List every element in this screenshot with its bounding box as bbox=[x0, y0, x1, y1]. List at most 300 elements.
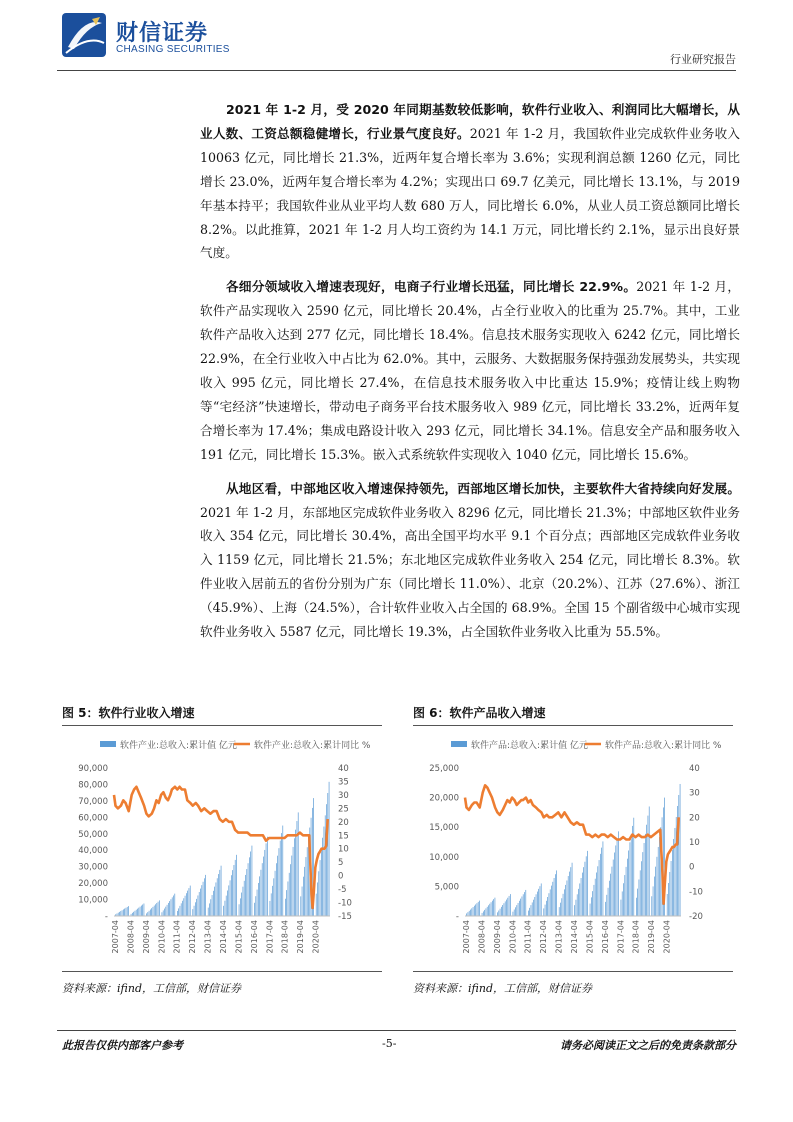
x-axis-tick-label: 2015-04 bbox=[234, 920, 244, 954]
revenue-bar bbox=[232, 870, 233, 916]
revenue-bar bbox=[208, 908, 209, 916]
left-axis-tick-label: - bbox=[455, 912, 459, 922]
revenue-bar bbox=[614, 853, 615, 916]
revenue-bar bbox=[644, 843, 645, 916]
x-axis-tick-label: 2018-04 bbox=[631, 920, 641, 954]
revenue-bar bbox=[543, 908, 544, 916]
legend-bar-label: 软件产业:总收入:累计值 亿元 bbox=[120, 741, 237, 751]
revenue-bar bbox=[261, 870, 262, 916]
revenue-bar bbox=[177, 911, 178, 916]
left-axis-tick-label: - bbox=[104, 912, 108, 922]
revenue-bar bbox=[168, 903, 169, 916]
figure-5-title: 图 5：软件行业收入增速 bbox=[62, 706, 195, 720]
left-axis-tick-label: 20,000 bbox=[429, 793, 459, 804]
revenue-bar bbox=[289, 873, 290, 916]
revenue-bar bbox=[252, 846, 253, 916]
revenue-bar bbox=[636, 898, 637, 916]
left-axis-tick-label: 15,000 bbox=[429, 823, 459, 834]
revenue-bar bbox=[559, 907, 560, 916]
revenue-bar bbox=[171, 899, 172, 916]
revenue-bar bbox=[195, 902, 196, 916]
x-axis-tick-label: 2009-04 bbox=[492, 920, 502, 954]
revenue-bar bbox=[605, 902, 606, 916]
x-axis-tick-label: 2010-04 bbox=[508, 920, 518, 954]
revenue-bar bbox=[565, 885, 566, 916]
logo-name-cn: 财信证券 bbox=[116, 21, 209, 46]
revenue-bar bbox=[658, 847, 659, 916]
revenue-bar bbox=[294, 838, 295, 916]
revenue-bar bbox=[672, 850, 673, 916]
revenue-bar bbox=[258, 883, 259, 916]
revenue-bar bbox=[609, 881, 610, 916]
revenue-bar bbox=[235, 860, 236, 916]
x-axis-tick-label: 2019-04 bbox=[647, 920, 657, 954]
x-axis-tick-label: 2011-04 bbox=[172, 920, 182, 954]
revenue-bar bbox=[555, 874, 556, 916]
revenue-bar bbox=[200, 889, 201, 916]
revenue-bar bbox=[246, 869, 247, 916]
legend-bar-swatch bbox=[451, 741, 467, 747]
revenue-bar bbox=[538, 889, 539, 916]
revenue-bar bbox=[632, 826, 633, 916]
revenue-bar bbox=[124, 909, 125, 916]
figure-6-title: 图 6：软件产品收入增速 bbox=[413, 706, 546, 720]
revenue-bar bbox=[248, 863, 249, 916]
x-axis-tick-label: 2014-04 bbox=[570, 920, 579, 954]
revenue-bar bbox=[190, 886, 191, 916]
revenue-bar bbox=[563, 894, 564, 916]
revenue-bar bbox=[556, 870, 557, 916]
revenue-bar bbox=[133, 912, 134, 916]
right-axis-tick-label: -5 bbox=[338, 885, 347, 896]
revenue-bar bbox=[223, 906, 224, 916]
revenue-bar bbox=[493, 899, 494, 916]
revenue-bar bbox=[599, 860, 600, 916]
revenue-bar bbox=[128, 906, 129, 916]
revenue-bar bbox=[306, 857, 307, 916]
revenue-bar bbox=[630, 842, 631, 916]
figure-5-top-rule bbox=[62, 725, 382, 726]
revenue-bar bbox=[244, 881, 245, 916]
revenue-bar bbox=[277, 856, 278, 916]
revenue-bar bbox=[159, 900, 160, 916]
revenue-bar bbox=[239, 904, 240, 916]
revenue-bar bbox=[196, 899, 197, 916]
revenue-bar bbox=[174, 894, 175, 916]
revenue-bar bbox=[582, 873, 583, 916]
revenue-bar bbox=[270, 901, 271, 916]
revenue-bar bbox=[552, 882, 553, 916]
revenue-bar bbox=[570, 867, 571, 916]
revenue-bar bbox=[600, 854, 601, 916]
revenue-bar bbox=[590, 904, 591, 916]
revenue-bar bbox=[576, 900, 577, 916]
revenue-bar bbox=[484, 910, 485, 916]
revenue-bar bbox=[587, 851, 588, 916]
revenue-bar bbox=[136, 910, 137, 916]
revenue-bar bbox=[329, 782, 330, 916]
revenue-bar bbox=[180, 906, 181, 916]
revenue-bar bbox=[532, 902, 533, 916]
revenue-bar bbox=[150, 909, 151, 916]
revenue-bar bbox=[633, 818, 634, 916]
paragraph-1-lead: 2021 年 1-2 月，受 2020 年同期基数较低影响，软件行业收入、利润同比大幅增长，从业人数、工资总额稳健增长，行业景气度良好。 bbox=[200, 102, 740, 141]
revenue-bar bbox=[523, 894, 524, 916]
revenue-bar bbox=[198, 895, 199, 916]
revenue-bar bbox=[203, 882, 204, 916]
right-axis-tick-label: 40 bbox=[338, 764, 349, 774]
revenue-bar bbox=[569, 872, 570, 916]
revenue-bar bbox=[204, 878, 205, 916]
revenue-bar bbox=[529, 908, 530, 916]
revenue-bar bbox=[585, 862, 586, 916]
revenue-bar bbox=[534, 897, 535, 916]
revenue-bar bbox=[572, 863, 573, 916]
revenue-bar bbox=[234, 865, 235, 916]
revenue-bar bbox=[551, 886, 552, 916]
legend-bar-swatch bbox=[100, 741, 116, 747]
figure-6-top-rule bbox=[413, 725, 733, 726]
revenue-bar bbox=[321, 849, 322, 916]
revenue-bar bbox=[473, 907, 474, 916]
right-axis-tick-label: 25 bbox=[338, 804, 349, 815]
revenue-bar bbox=[127, 907, 128, 916]
x-axis-tick-label: 2012-04 bbox=[539, 920, 549, 954]
revenue-bar bbox=[201, 885, 202, 916]
revenue-bar bbox=[185, 896, 186, 916]
revenue-bar bbox=[165, 907, 166, 916]
left-axis-tick-label: 10,000 bbox=[429, 852, 459, 863]
revenue-bar bbox=[628, 850, 629, 916]
revenue-bar bbox=[653, 886, 654, 916]
revenue-bar bbox=[307, 847, 308, 916]
figure-5-bottom-rule bbox=[62, 971, 382, 972]
revenue-bar bbox=[651, 896, 652, 916]
revenue-bar bbox=[659, 837, 660, 916]
left-axis-tick-label: 80,000 bbox=[78, 780, 108, 791]
x-axis-tick-label: 2011-04 bbox=[523, 920, 533, 954]
revenue-bar bbox=[478, 902, 479, 916]
revenue-bar bbox=[264, 850, 265, 916]
revenue-bar bbox=[470, 910, 471, 916]
revenue-bar bbox=[667, 894, 668, 916]
revenue-bar bbox=[154, 906, 155, 916]
revenue-bar bbox=[498, 911, 499, 916]
revenue-bar bbox=[471, 908, 472, 916]
revenue-bar bbox=[230, 880, 231, 916]
revenue-bar bbox=[673, 839, 674, 916]
revenue-bar bbox=[675, 828, 676, 916]
revenue-bar bbox=[606, 895, 607, 916]
revenue-bar bbox=[153, 907, 154, 916]
paragraph-1 bbox=[200, 98, 740, 265]
right-axis-tick-label: 5 bbox=[338, 858, 344, 869]
revenue-bar bbox=[273, 878, 274, 916]
revenue-bar bbox=[199, 892, 200, 916]
revenue-bar bbox=[531, 905, 532, 916]
right-axis-tick-label: -20 bbox=[689, 912, 703, 922]
revenue-bar bbox=[640, 870, 641, 916]
revenue-bar bbox=[617, 838, 618, 916]
revenue-bar bbox=[271, 893, 272, 916]
x-axis-tick-label: 2020-04 bbox=[311, 920, 321, 954]
revenue-bar bbox=[302, 887, 303, 916]
revenue-bar bbox=[140, 907, 141, 916]
revenue-bar bbox=[639, 879, 640, 916]
revenue-bar bbox=[241, 893, 242, 916]
revenue-bar bbox=[669, 872, 670, 916]
revenue-bar bbox=[568, 876, 569, 916]
revenue-bar bbox=[144, 904, 145, 916]
x-axis-tick-label: 2016-04 bbox=[600, 920, 610, 954]
revenue-bar bbox=[646, 825, 647, 916]
revenue-bar bbox=[172, 897, 173, 916]
revenue-bar bbox=[541, 883, 542, 916]
revenue-bar bbox=[163, 910, 164, 916]
x-axis-tick-label: 2009-04 bbox=[141, 920, 151, 954]
revenue-bar bbox=[554, 878, 555, 916]
revenue-bar bbox=[597, 866, 598, 916]
report-body bbox=[200, 98, 740, 654]
footer-divider bbox=[57, 1030, 736, 1031]
revenue-bar bbox=[506, 900, 507, 916]
revenue-bar bbox=[266, 843, 267, 916]
revenue-bar bbox=[505, 901, 506, 916]
revenue-bar bbox=[491, 902, 492, 916]
revenue-bar bbox=[524, 892, 525, 916]
revenue-bar bbox=[475, 904, 476, 916]
revenue-bar bbox=[540, 886, 541, 916]
right-axis-tick-label: 30 bbox=[338, 790, 349, 801]
left-axis-tick-label: 30,000 bbox=[78, 862, 108, 873]
revenue-bar bbox=[186, 893, 187, 916]
x-axis-tick-label: 2013-04 bbox=[554, 920, 564, 954]
revenue-bar bbox=[263, 857, 264, 916]
revenue-bar bbox=[245, 875, 246, 916]
revenue-bar bbox=[120, 911, 121, 916]
revenue-bar bbox=[522, 896, 523, 916]
revenue-bar bbox=[231, 875, 232, 916]
revenue-bar bbox=[671, 861, 672, 916]
company-logo bbox=[62, 13, 230, 59]
revenue-bar bbox=[158, 902, 159, 916]
revenue-bar bbox=[621, 900, 622, 916]
revenue-bar bbox=[655, 867, 656, 916]
revenue-bar bbox=[489, 904, 490, 916]
revenue-bar bbox=[219, 870, 220, 916]
right-axis-tick-label: 0 bbox=[689, 862, 695, 873]
revenue-bar bbox=[518, 903, 519, 916]
revenue-bar bbox=[316, 894, 317, 916]
revenue-bar bbox=[509, 896, 510, 916]
revenue-bar bbox=[603, 841, 604, 916]
revenue-bar bbox=[209, 903, 210, 916]
revenue-bar bbox=[500, 909, 501, 916]
legend-bar-label: 软件产品:总收入:累计值 亿元 bbox=[471, 741, 588, 751]
revenue-bar bbox=[272, 886, 273, 916]
revenue-bar bbox=[135, 911, 136, 916]
revenue-bar bbox=[626, 867, 627, 916]
revenue-bar bbox=[502, 905, 503, 916]
right-axis-tick-label: 20 bbox=[338, 817, 349, 828]
revenue-bar bbox=[519, 901, 520, 916]
revenue-bar bbox=[327, 793, 328, 916]
revenue-bar bbox=[149, 911, 150, 916]
x-axis-tick-label: 2016-04 bbox=[249, 920, 259, 954]
right-axis-tick-label: -10 bbox=[689, 887, 703, 898]
revenue-bar bbox=[226, 896, 227, 916]
revenue-bar bbox=[536, 894, 537, 916]
revenue-bar bbox=[281, 833, 282, 916]
revenue-bar bbox=[169, 901, 170, 916]
revenue-bar bbox=[122, 910, 123, 916]
x-axis-tick-label: 2007-04 bbox=[111, 920, 120, 954]
figure-5-chart bbox=[62, 728, 382, 970]
paragraph-2-text: 2021 年 1-2 月，软件产品实现收入 2590 亿元，同比增长 20.4%，占全行业收入的比重为 25.7%。其中，工业软件产品收入达到 277 亿元，同比增长 18.4%。信息技术服务实现收入 6242 亿元，同比增长 22.9%，在全行业收入中占比为 62.0%。其中，云服务、大数据服务保持强劲发展势头，共实现收入 995 亿元，同比增长 27.4%，在信息技术服务收入中比重达 15.9%；疫情让线上购物等“宅经济”快速增长，带动电子商务平台技术服务收入 989 亿元，同比增长 33.2%，近两年复合增长率为 17.4%；集成电路设计收入 293 亿元，同比增长 34.1%。信息安全产品和服务收入 191 亿元，同比增长 15.3%。嵌入式系统软件实现收入 1040 亿元，同比增长 15.6%。 bbox=[200, 279, 740, 462]
revenue-bar bbox=[586, 856, 587, 916]
x-axis-tick-label: 2017-04 bbox=[265, 920, 275, 954]
revenue-bar bbox=[286, 890, 287, 916]
left-axis-tick-label: 25,000 bbox=[429, 764, 459, 774]
header-divider bbox=[57, 70, 736, 71]
right-axis-tick-label: 40 bbox=[689, 764, 700, 774]
revenue-bar bbox=[615, 845, 616, 916]
revenue-bar bbox=[504, 903, 505, 916]
revenue-bar bbox=[189, 888, 190, 916]
revenue-bar bbox=[155, 904, 156, 916]
logo-mark-icon bbox=[62, 13, 106, 57]
paragraph-3 bbox=[200, 477, 740, 644]
x-axis-tick-label: 2013-04 bbox=[203, 920, 213, 954]
legend-line-label: 软件产业:总收入:累计同比 % bbox=[254, 741, 371, 751]
revenue-bar bbox=[564, 889, 565, 916]
revenue-bar bbox=[641, 861, 642, 916]
revenue-bar bbox=[167, 905, 168, 916]
revenue-bar bbox=[680, 784, 681, 916]
figure-6 bbox=[413, 704, 733, 974]
revenue-bar bbox=[618, 831, 619, 916]
revenue-bar bbox=[285, 899, 286, 916]
revenue-bar bbox=[156, 903, 157, 916]
revenue-bar bbox=[280, 841, 281, 916]
x-axis-tick-label: 2007-04 bbox=[462, 920, 471, 954]
revenue-bar bbox=[147, 912, 148, 916]
revenue-bar bbox=[119, 912, 120, 916]
revenue-bar bbox=[495, 898, 496, 916]
revenue-bar bbox=[479, 901, 480, 916]
revenue-bar bbox=[608, 888, 609, 916]
revenue-bar bbox=[213, 891, 214, 916]
revenue-bar bbox=[288, 881, 289, 916]
revenue-bar bbox=[601, 848, 602, 916]
revenue-bar bbox=[497, 912, 498, 916]
revenue-bar bbox=[514, 909, 515, 916]
revenue-bar bbox=[320, 860, 321, 916]
figure-5 bbox=[62, 704, 382, 974]
revenue-bar bbox=[181, 903, 182, 916]
revenue-bar bbox=[492, 901, 493, 916]
revenue-bar bbox=[275, 871, 276, 916]
revenue-bar bbox=[676, 817, 677, 916]
report-type-label: 行业研究报告 bbox=[670, 53, 736, 66]
revenue-bar bbox=[236, 855, 237, 916]
revenue-bar bbox=[469, 911, 470, 916]
revenue-bar bbox=[622, 891, 623, 916]
revenue-bar bbox=[561, 898, 562, 916]
revenue-bar bbox=[567, 880, 568, 916]
revenue-bar bbox=[594, 885, 595, 916]
revenue-bar bbox=[668, 883, 669, 916]
revenue-bar bbox=[214, 887, 215, 916]
revenue-bar bbox=[631, 834, 632, 916]
figure-5-source: 资料来源：ifind，工信部，财信证券 bbox=[62, 982, 241, 995]
revenue-bar bbox=[578, 889, 579, 916]
revenue-bar bbox=[210, 899, 211, 916]
revenue-bar bbox=[250, 851, 251, 916]
revenue-bar bbox=[205, 875, 206, 916]
revenue-bar bbox=[596, 872, 597, 916]
x-axis-tick-label: 2010-04 bbox=[157, 920, 167, 954]
revenue-bar bbox=[151, 908, 152, 916]
figure-6-source: 资料来源：ifind，工信部，财信证券 bbox=[413, 982, 592, 995]
revenue-bar bbox=[290, 864, 291, 916]
revenue-bar bbox=[187, 891, 188, 916]
revenue-bar bbox=[164, 909, 165, 916]
revenue-bar bbox=[574, 905, 575, 916]
revenue-bar bbox=[545, 905, 546, 916]
revenue-bar bbox=[645, 834, 646, 916]
revenue-bar bbox=[533, 900, 534, 916]
logo-name-en: CHASING SECURITIES bbox=[116, 44, 230, 55]
right-axis-tick-label: 10 bbox=[338, 844, 349, 855]
revenue-bar bbox=[182, 901, 183, 916]
revenue-bar bbox=[477, 903, 478, 916]
right-axis-tick-label: -10 bbox=[338, 898, 352, 909]
revenue-bar bbox=[486, 908, 487, 916]
revenue-bar bbox=[649, 806, 650, 916]
x-axis-tick-label: 2018-04 bbox=[280, 920, 290, 954]
revenue-bar bbox=[162, 912, 163, 916]
footer-disclaimer-right: 请务必阅读正文之后的免责条款部分 bbox=[560, 1039, 736, 1052]
revenue-bar bbox=[259, 876, 260, 916]
revenue-bar bbox=[126, 908, 127, 916]
left-axis-tick-label: 60,000 bbox=[78, 813, 108, 824]
revenue-bar bbox=[513, 912, 514, 916]
x-axis-tick-label: 2012-04 bbox=[188, 920, 198, 954]
figure-6-chart bbox=[413, 728, 733, 970]
revenue-bar bbox=[218, 874, 219, 916]
revenue-bar bbox=[577, 894, 578, 916]
paragraph-1-text: 2021 年 1-2 月，我国软件业完成软件业务收入 10063 亿元，同比增长 21.3%，近两年复合增长率为 3.6%；实现利润总额 1260 亿元，同比增长 23.0%，近两年复合增长率为 4.2%；实现出口 69.7 亿美元，同比增长 13.1%，与 2019 年基本持平；我国软件业从业平均人数 680 万人，同比增长 6.0%，从业人员工资总额同比增长 8.2%。以此推算，2021 年 1-2 月人均工资约为 14.1 万元，同比增长约 2.1%，显示出良好景气度。 bbox=[200, 125, 740, 261]
revenue-bar bbox=[488, 905, 489, 916]
revenue-bar bbox=[324, 827, 325, 916]
revenue-bar bbox=[194, 906, 195, 916]
revenue-bar bbox=[279, 848, 280, 916]
revenue-bar bbox=[654, 877, 655, 916]
revenue-bar bbox=[123, 909, 124, 916]
revenue-bar bbox=[293, 847, 294, 916]
revenue-bar bbox=[515, 907, 516, 916]
revenue-bar bbox=[304, 867, 305, 916]
left-axis-tick-label: 20,000 bbox=[78, 879, 108, 890]
revenue-bar bbox=[249, 857, 250, 916]
revenue-bar bbox=[173, 895, 174, 916]
right-axis-tick-label: 35 bbox=[338, 777, 349, 788]
revenue-bar bbox=[487, 907, 488, 916]
revenue-bar bbox=[217, 878, 218, 916]
revenue-bar bbox=[317, 882, 318, 916]
revenue-bar bbox=[546, 901, 547, 916]
